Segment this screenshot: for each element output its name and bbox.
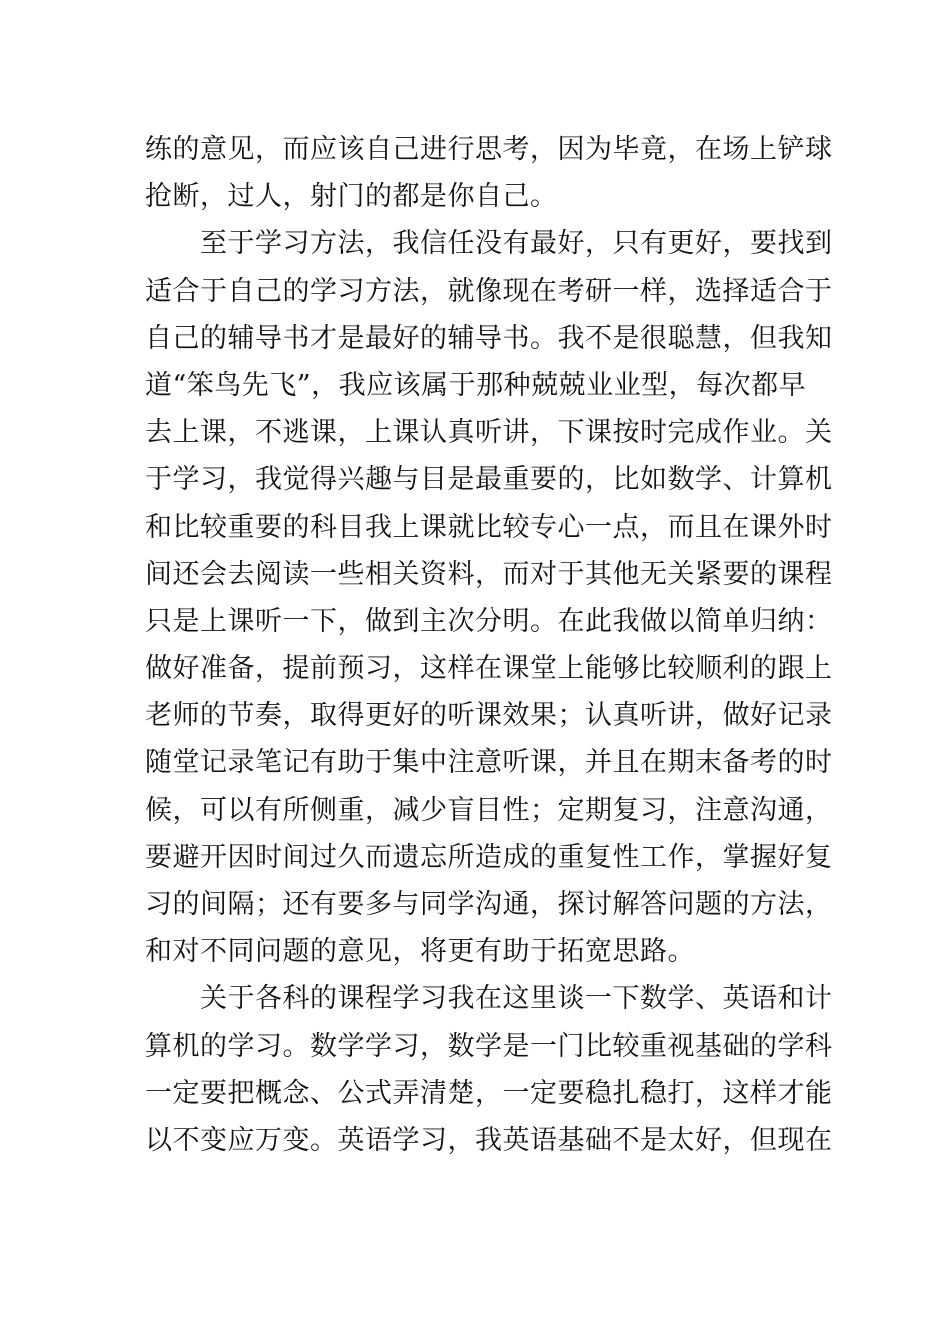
text-line: 老师的节奏，取得更好的听课效果；认真听讲，做好记录 bbox=[145, 700, 833, 732]
text-line: 做好准备，提前预习，这样在课堂上能够比较顺利的跟上 bbox=[145, 653, 833, 685]
text-line: 抢断，过人，射门的都是你自己。 bbox=[145, 181, 558, 213]
text-line: 于学习，我觉得兴趣与目是最重要的，比如数学、计算机 bbox=[145, 464, 833, 496]
text-line: 和对不同问题的意见，将更有助于拓宽思路。 bbox=[145, 936, 695, 968]
text-line: 习的间隔；还有要多与同学沟通，探讨解答问题的方法， bbox=[145, 889, 833, 920]
text-line: 以不变应万变。英语学习，我英语基础不是太好，但现在 bbox=[145, 1124, 833, 1156]
paragraph-start-line: 关于各科的课程学习我在这里谈一下数学、英语和计 bbox=[200, 983, 833, 1015]
text-line: 间还会去阅读一些相关资料，而对于其他无关紧要的课程 bbox=[145, 558, 833, 590]
text-line: 只是上课听一下，做到主次分明。在此我做以简单归纳： bbox=[145, 605, 833, 637]
paragraph-start-line: 至于学习方法，我信任没有最好，只有更好，要找到 bbox=[200, 228, 833, 260]
text-line: 算机的学习。数学学习，数学是一门比较重视基础的学科 bbox=[145, 1030, 833, 1062]
text-line: 一定要把概念、公式弄清楚，一定要稳扎稳打，这样才能 bbox=[145, 1077, 833, 1109]
text-line: 随堂记录笔记有助于集中注意听课，并且在期末备考的时 bbox=[145, 747, 833, 779]
text-line: 道“笨鸟先飞”，我应该属于那种兢兢业业型，每次都早 bbox=[145, 369, 807, 401]
text-line: 去上课，不逃课，上课认真听讲，下课按时完成作业。关 bbox=[145, 417, 833, 449]
text-line: 自己的辅导书才是最好的辅导书。我不是很聪慧，但我知 bbox=[145, 322, 833, 354]
text-line: 练的意见，而应该自己进行思考，因为毕竟，在场上铲球 bbox=[145, 134, 833, 165]
body-text bbox=[145, 126, 833, 1164]
text-line: 适合于自己的学习方法，就像现在考研一样，选择适合于 bbox=[145, 275, 833, 307]
text-line: 和比较重要的科目我上课就比较专心一点，而且在课外时 bbox=[145, 511, 833, 543]
text-line: 候，可以有所侧重，减少盲目性；定期复习，注意沟通， bbox=[145, 794, 833, 826]
text-line: 要避开因时间过久而遗忘所造成的重复性工作，掌握好复 bbox=[145, 841, 833, 873]
